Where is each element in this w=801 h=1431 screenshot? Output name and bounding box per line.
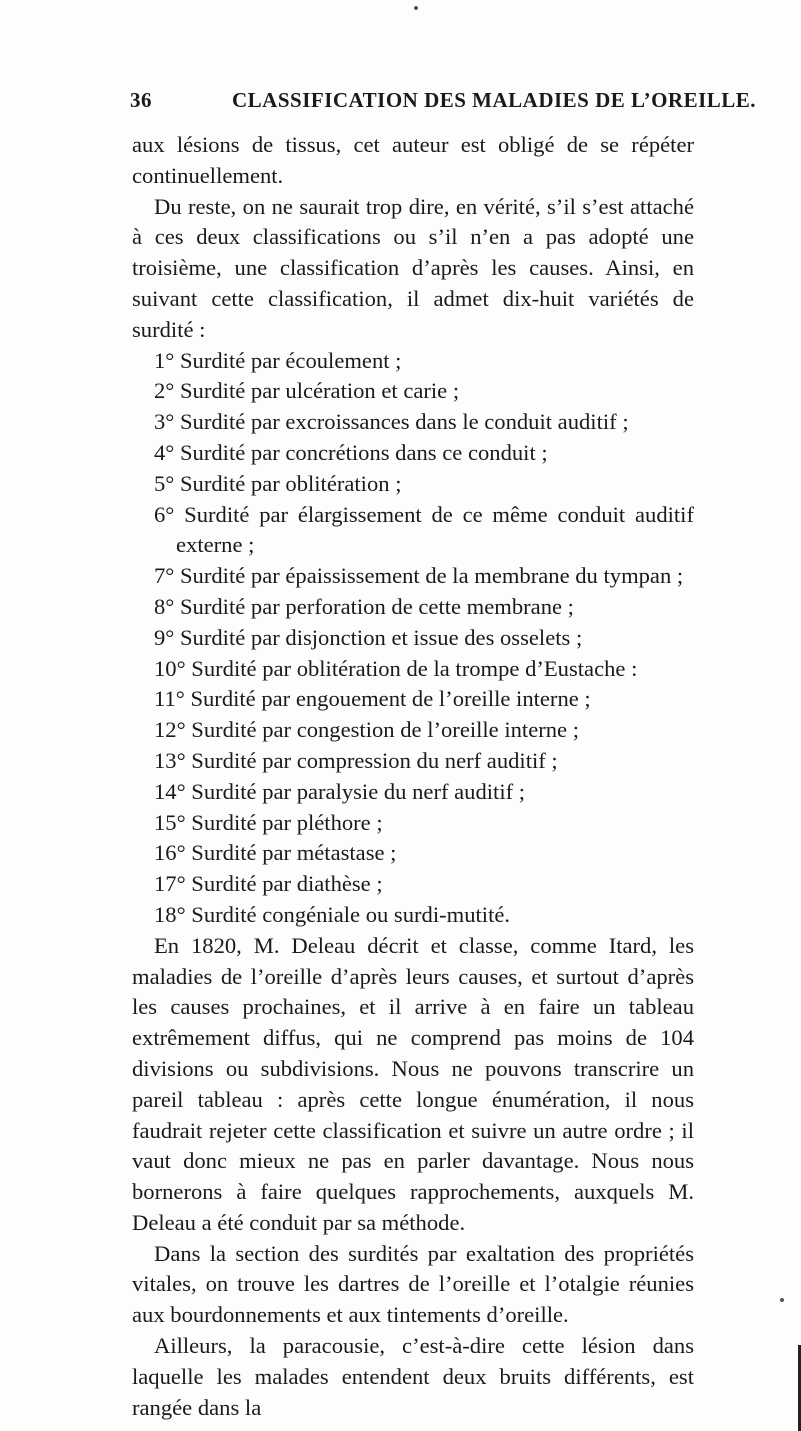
list-item: 12° Surdité par congestion de l’oreille interne ; xyxy=(154,717,580,743)
list-item: 4° Surdité par concrétions dans ce conduit ; xyxy=(154,439,548,465)
page-number: 36 xyxy=(130,88,152,112)
list-item: 18° Surdité congéniale ou surdi-mutité. xyxy=(154,901,511,927)
paragraph-intro: Du reste, on ne saurait trop dire, en vérité, s’il s’est attaché à ces deux classifications ou s’il n’en a pas adopté une troisième, une classification d’après les causes. Ainsi, en suivant cette classification, il admet dix-huit variétés de surdité : xyxy=(132,193,694,342)
paragraph-deleau: En 1820, M. Deleau décrit et classe, comme Itard, les maladies de l’oreille d’après leurs causes, et surtout d’après les causes prochaines, et il arrive à en faire un tableau extrêmement diffus, qui ne comprend pas moins de 104 divisions ou subdivisions. Nous ne pouvons transcrire un pareil tableau : après cette longue énumération, il nous faudrait rejeter cette classification et suivre un autre ordre ; il vaut donc mieux ne pas en parler davantage. Nous nous bornerons à faire quelques rapprochements, auxquels M. Deleau a été conduit par sa méthode. xyxy=(132,932,694,1235)
paragraph-section: Dans la section des surdités par exaltation des propriétés vitales, on trouve les dartres de l’oreille et l’otalgie réunies aux bourdonnements et aux tintements d’oreille. xyxy=(132,1240,694,1328)
list-item: 15° Surdité par pléthore ; xyxy=(154,809,383,835)
list-item: 8° Surdité par perforation de cette membrane ; xyxy=(154,593,574,619)
list-item: 1° Surdité par écoulement ; xyxy=(154,347,402,373)
list-item: 10° Surdité par oblitération de la trompe d’Eustache : xyxy=(154,655,638,681)
paragraph-ailleurs: Ailleurs, la paracousie, c’est-à-dire cette lésion dans laquelle les malades entendent deux bruits différents, est rangée dans la xyxy=(132,1333,694,1420)
running-head xyxy=(130,88,757,118)
list-item: 11° Surdité par engouement de l’oreille interne ; xyxy=(154,686,591,712)
deafness-varieties-list xyxy=(132,346,694,931)
list-item: 14° Surdité par paralysie du nerf auditif ; xyxy=(154,778,526,804)
list-item: 2° Surdité par ulcération et carie ; xyxy=(154,378,460,404)
list-item: 5° Surdité par oblitération ; xyxy=(154,470,402,496)
paper-speck xyxy=(780,1298,784,1302)
paragraph-continued: aux lésions de tissus, cet auteur est obligé de se répéter continuellement. xyxy=(132,132,694,188)
list-item: 9° Surdité par disjonction et issue des osselets ; xyxy=(154,624,583,650)
list-item: 16° Surdité par métastase ; xyxy=(154,840,397,866)
paper-speck xyxy=(414,6,418,10)
list-item: 6° Surdité par élargissement de ce même conduit auditif externe ; xyxy=(154,501,694,558)
list-item: 3° Surdité par excroissances dans le conduit auditif ; xyxy=(154,409,629,435)
list-item: 17° Surdité par diathèse ; xyxy=(154,871,383,897)
running-title: CLASSIFICATION DES MALADIES DE L’OREILLE. xyxy=(232,88,757,112)
list-item: 13° Surdité par compression du nerf auditif ; xyxy=(154,747,558,773)
list-item: 7° Surdité par épaississement de la membrane du tympan ; xyxy=(154,563,684,589)
body-text xyxy=(132,130,694,1423)
